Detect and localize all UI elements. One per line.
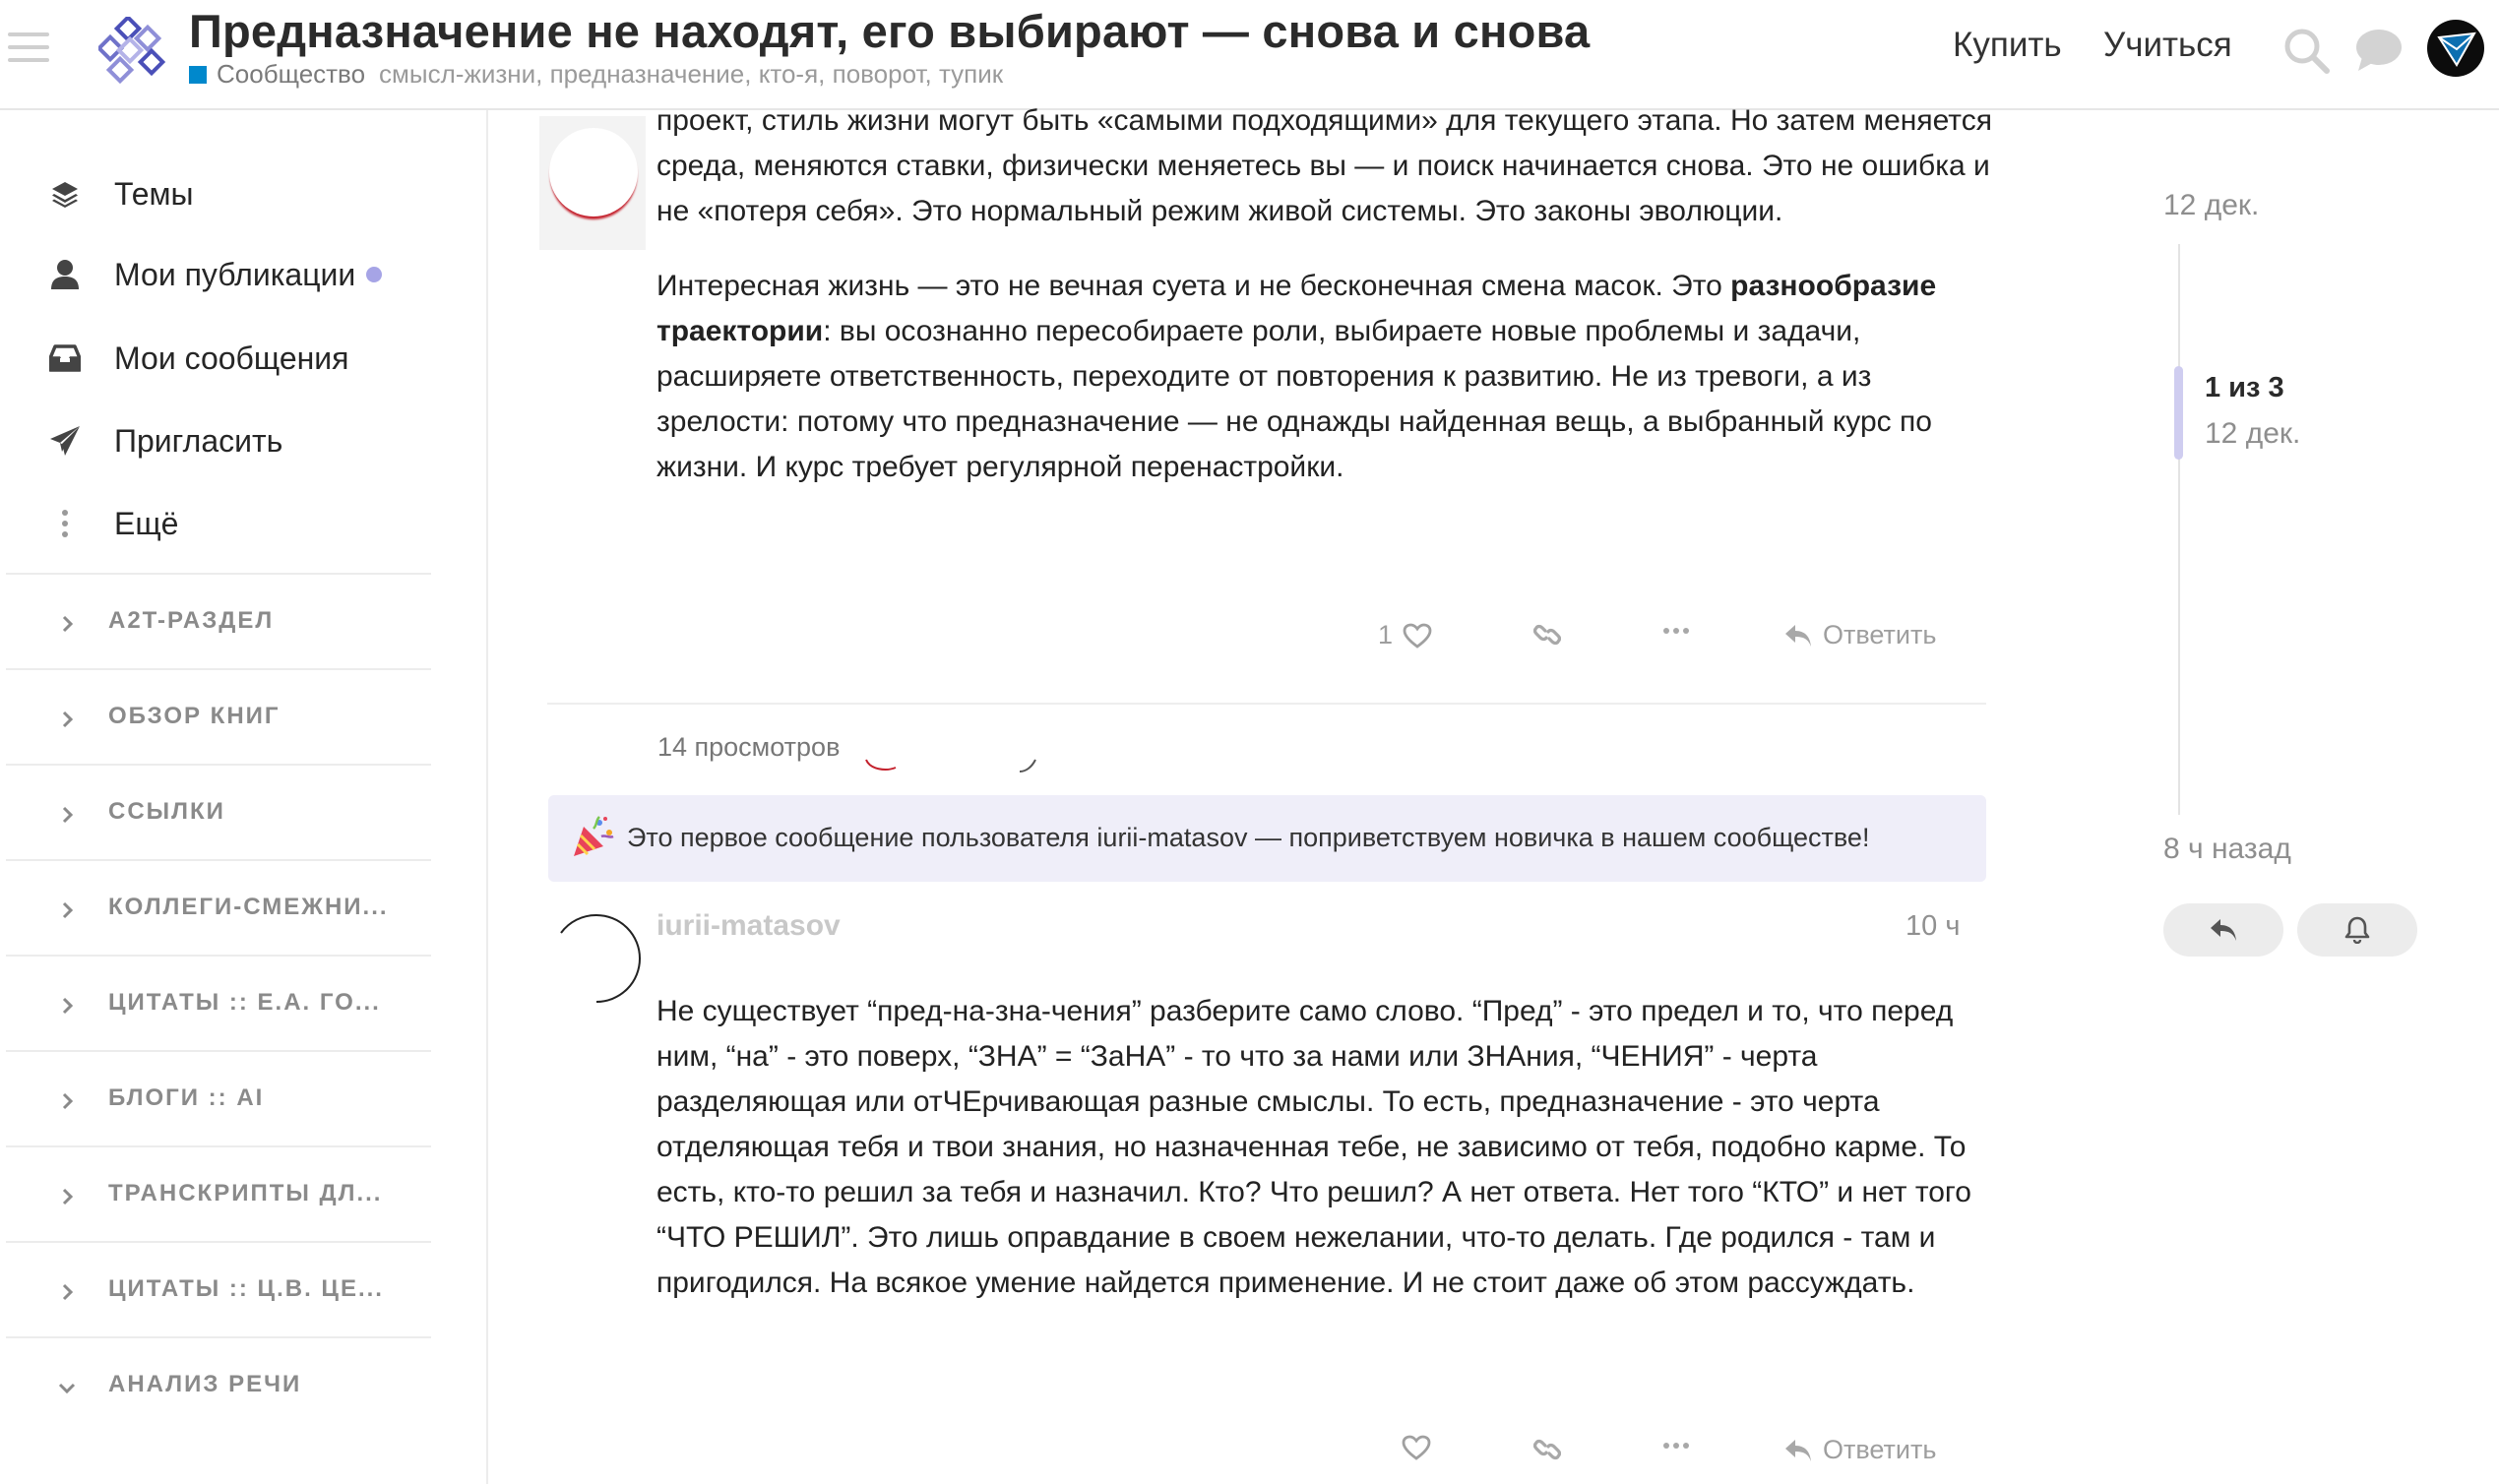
chevron-right-icon (57, 1282, 77, 1302)
heart-icon (1402, 1435, 1431, 1460)
sidebar-section-blogs-ai[interactable] (6, 1050, 431, 1144)
category-link[interactable]: Сообщество (217, 59, 366, 89)
post-date[interactable]: 10 ч (1905, 910, 1961, 942)
sidebar-section-book-reviews[interactable] (6, 668, 431, 763)
first-post-notice-text: Это первое сообщение пользователя iurii-matasov — поприветствуем новичка в нашем сообществе! (627, 823, 1870, 852)
first-post-notice (548, 795, 1986, 882)
chevron-right-icon (57, 710, 77, 729)
sidebar-section-label: КОЛЛЕГИ-СМЕЖНИ... (108, 894, 389, 920)
sidebar-item-more[interactable] (0, 494, 453, 553)
chevron-right-icon (57, 1091, 77, 1111)
sidebar-section-speech-analysis[interactable] (6, 1336, 431, 1431)
more-actions-icon[interactable] (1663, 626, 1689, 636)
timeline-position: 1 из 3 (2205, 372, 2284, 403)
heart-icon (1403, 623, 1432, 649)
learn-link[interactable]: Учиться (2103, 26, 2232, 64)
layers-icon (45, 174, 85, 214)
new-indicator-dot (366, 267, 382, 282)
sidebar-item-label: Ещё (114, 505, 179, 541)
sidebar-section-quotes-ea[interactable] (6, 955, 431, 1049)
topic-tags[interactable]: смысл-жизни, предназначение, кто-я, поворот, тупик (379, 59, 1004, 89)
timeline-handle[interactable] (2174, 366, 2183, 460)
timeline-notifications-button[interactable] (2297, 903, 2417, 957)
party-popper-icon (570, 815, 615, 860)
site-header (0, 0, 2499, 110)
sidebar-section-quotes-cv[interactable] (6, 1241, 431, 1335)
hamburger-icon[interactable] (8, 32, 49, 66)
reply-button[interactable]: Ответить (1783, 1435, 1936, 1465)
chevron-right-icon (57, 614, 77, 634)
post-paragraph: Интересная жизнь — это не вечная суета и не бесконечная смена масок. Это разнообразие траектории: вы осознанно пересобираете роли, выбираете новые проблемы и задачи, расширяете ответственность, переходите от повторения к развитию. Не из тревоги, а из зрелости: потому что предназначение — не однажды найденная вещь, а выбранный курс по жизни. И курс требует регулярной перенастройки. (656, 270, 1937, 483)
avatar[interactable] (2427, 20, 2484, 77)
sidebar-section-label: ЦИТАТЫ :: Ц.В. ЦЕ... (108, 1275, 384, 1302)
chevron-down-icon (57, 1378, 77, 1397)
paper-plane-icon (45, 421, 85, 461)
sidebar-section-transcripts[interactable] (6, 1145, 431, 1240)
post-avatar[interactable] (539, 116, 646, 250)
like-count: 1 (1378, 620, 1394, 649)
post-body (656, 989, 1995, 1306)
post-username[interactable]: iurii-matasov (656, 909, 841, 942)
sidebar-item-my-posts[interactable] (0, 245, 453, 304)
buy-link[interactable]: Купить (1953, 26, 2062, 64)
post-actions (1358, 620, 1968, 659)
timeline-end-date[interactable]: 8 ч назад (2163, 833, 2291, 865)
more-actions-icon[interactable] (1663, 1441, 1689, 1451)
like-button[interactable] (1378, 620, 1432, 650)
post-body (656, 98, 1995, 490)
post-paragraph: Не существует “пред-на-зна-чения” разберите само слово. “Пред” - это предел и то, что перед ним, “на” - это поверх, “ЗНА” = “ЗаНА” - то что за нами или ЗНАния, “ЧЕНИЯ” - черта разделяющая или отЧЕрчивающая разные смыслы. То есть, предназначение - это черта отделяющая тебя и твои знания, но назначенная тебе, не зависимо от тебя, подобно карме. То есть, кто-то решил за тебя и назначил. Кто? Что решил? А нет ответа. Нет того “КТО” и нет того “ЧТО РЕШИЛ”. Это лишь оправдание в своем нежелании, что-то делать. Где родился - там и пригодился. На всякое умение найдется применение. И не стоит даже об этом рассуждать. (656, 995, 1971, 1299)
chevron-right-icon (57, 900, 77, 920)
timeline-reply-button[interactable] (2163, 903, 2283, 957)
post-divider (547, 703, 1986, 705)
chevron-right-icon (57, 1187, 77, 1206)
sidebar-item-label: Пригласить (114, 422, 283, 459)
sidebar-section-label: АНАЛИЗ РЕЧИ (108, 1371, 302, 1397)
topic-title[interactable]: Предназначение не находят, его выбирают — снова и снова (189, 5, 1591, 57)
sidebar-section-colleagues[interactable] (6, 859, 431, 954)
timeline-position-date: 12 дек. (2205, 417, 2301, 450)
vertical-ellipsis-icon (45, 504, 85, 543)
link-icon[interactable] (1533, 622, 1561, 648)
inbox-icon (45, 339, 85, 378)
sidebar-section-links[interactable] (6, 764, 431, 858)
chat-icon[interactable] (2354, 28, 2404, 73)
reply-icon (1783, 1438, 1813, 1463)
sidebar-item-messages[interactable] (0, 329, 453, 388)
sidebar-section-label: ЦИТАТЫ :: Е.А. ГО... (108, 989, 381, 1016)
search-icon[interactable] (2281, 26, 2331, 75)
timeline-start-date[interactable]: 12 дек. (2163, 189, 2260, 221)
sidebar-item-label: Мои сообщения (114, 340, 349, 376)
category-badge-icon (189, 66, 207, 84)
sidebar-item-label: Темы (114, 175, 194, 212)
reply-icon (1783, 623, 1813, 649)
reply-icon (2209, 917, 2238, 943)
reply-button[interactable]: Ответить (1783, 620, 1936, 650)
link-icon[interactable] (1533, 1437, 1561, 1462)
participant-avatars (856, 758, 1063, 787)
sidebar-section-a2t[interactable] (6, 573, 431, 667)
post-actions (1358, 1435, 1968, 1474)
chevron-right-icon (57, 996, 77, 1016)
sidebar-item-topics[interactable] (0, 164, 453, 223)
post-paragraph: проект, стиль жизни могут быть «самыми подходящими» для текущего этапа. Но затем меняется среда, меняются ставки, физически меняетесь вы — и поиск начинается снова. Это не ошибка и не «потеря себя». Это нормальный режим живой системы. Это законы эволюции. (656, 104, 1992, 227)
user-icon (45, 255, 85, 294)
sidebar (0, 110, 488, 1484)
sidebar-section-label: БЛОГИ :: AI (108, 1084, 265, 1111)
sidebar-section-label: ССЫЛКИ (108, 798, 225, 825)
like-button[interactable] (1402, 1435, 1431, 1460)
bell-icon (2344, 916, 2370, 944)
sidebar-section-label: A2T-РАЗДЕЛ (108, 607, 275, 634)
sidebar-section-label: ТРАНСКРИПТЫ ДЛ... (108, 1180, 383, 1206)
sidebar-section-label: ОБЗОР КНИГ (108, 703, 281, 729)
logo-icon[interactable] (98, 17, 167, 86)
sidebar-item-invite[interactable] (0, 411, 453, 470)
topic-meta (189, 59, 1003, 90)
chevron-right-icon (57, 805, 77, 825)
post-avatar[interactable] (551, 913, 642, 1004)
timeline-track[interactable] (2178, 244, 2180, 815)
views-count: 14 просмотров (657, 732, 841, 762)
sidebar-item-label: Мои публикации (114, 256, 356, 292)
